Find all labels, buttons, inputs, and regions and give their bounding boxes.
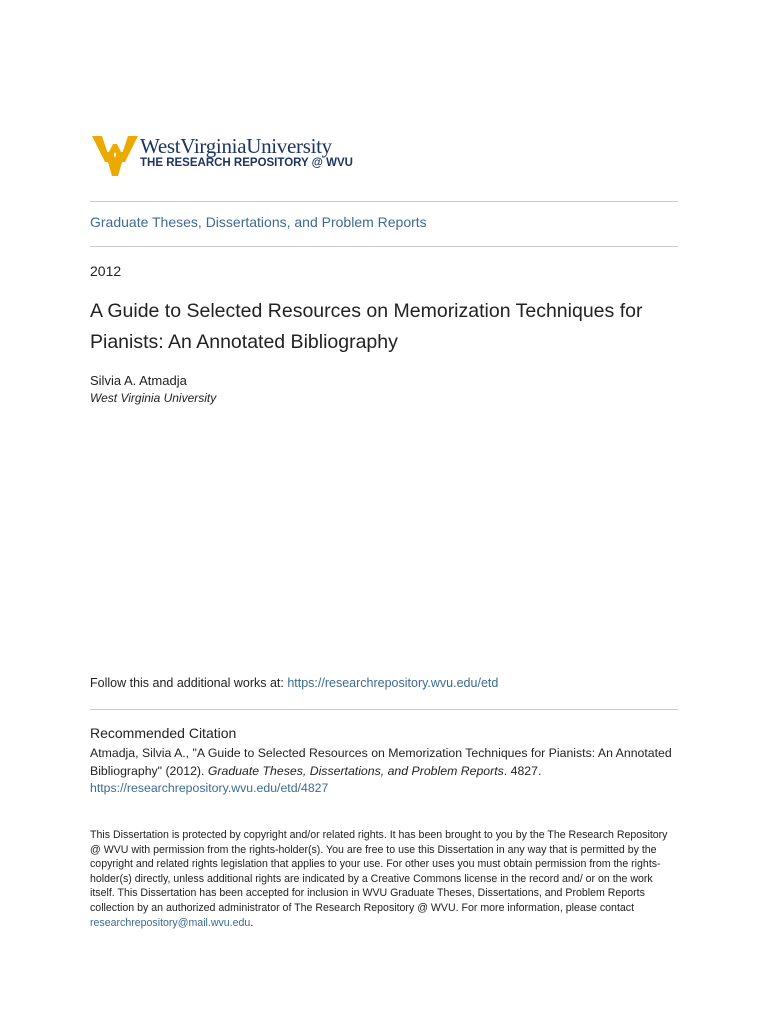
author-name[interactable]: Silvia A. Atmadja [90, 373, 187, 388]
contact-email-link[interactable]: researchrepository@mail.wvu.edu [90, 916, 251, 929]
university-name: WestVirginiaUniversity [140, 134, 332, 158]
divider-collection [90, 246, 678, 247]
citation-text: Atmadja, Silvia A., "A Guide to Selected Resources on Memorization Techniques for Pianists: An Annotated Bibliography" (2012). [90, 746, 672, 778]
follow-prefix: Follow this and additional works at: [90, 676, 288, 690]
collection-link[interactable]: Graduate Theses, Dissertations, and Problem Reports [90, 214, 427, 230]
rights-text: This Dissertation is protected by copyright and/or related rights. It has been brought to you by the The Research Repository @ WVU with permission from the rights-holder(s). You are free to use this Dissertation in any way that is permitted by the copyright and related rights legislation that applies to your use. For other uses you must obtain permission from the rights-holder(s) directly, unless additional rights are indicated by a Creative Commons license in the record and/ or on the work itself. This Dissertation has been accepted for inclusion in WVU Graduate Theses, Dissertations, and Problem Reports collection by an authorized administrator of The Research Repository @ WVU. For more information, please contact [90, 829, 668, 914]
divider-top [90, 201, 678, 202]
citation-series: Graduate Theses, Dissertations, and Problem Reports [207, 763, 504, 778]
wvu-logo[interactable] [92, 130, 372, 180]
wvu-flying-wv-icon [92, 132, 138, 176]
repository-name: THE RESEARCH REPOSITORY @ WVU [140, 157, 353, 169]
divider-citation [90, 709, 678, 710]
citation-block [90, 745, 678, 798]
rights-end: . [250, 916, 254, 929]
cover-page [90, 0, 678, 1024]
follow-line [90, 676, 498, 690]
document-title: A Guide to Selected Resources on Memorization Techniques for Pianists: An Annotated Bibliography [90, 300, 643, 353]
citation-number: . 4827. [503, 763, 542, 778]
citation-heading: Recommended Citation [90, 725, 237, 741]
author-institution: West Virginia University [90, 391, 217, 405]
follow-link[interactable]: https://researchrepository.wvu.edu/etd [287, 676, 499, 690]
publication-year: 2012 [90, 263, 122, 279]
citation-link[interactable]: https://researchrepository.wvu.edu/etd/4827 [90, 781, 329, 795]
rights-statement [90, 828, 678, 930]
